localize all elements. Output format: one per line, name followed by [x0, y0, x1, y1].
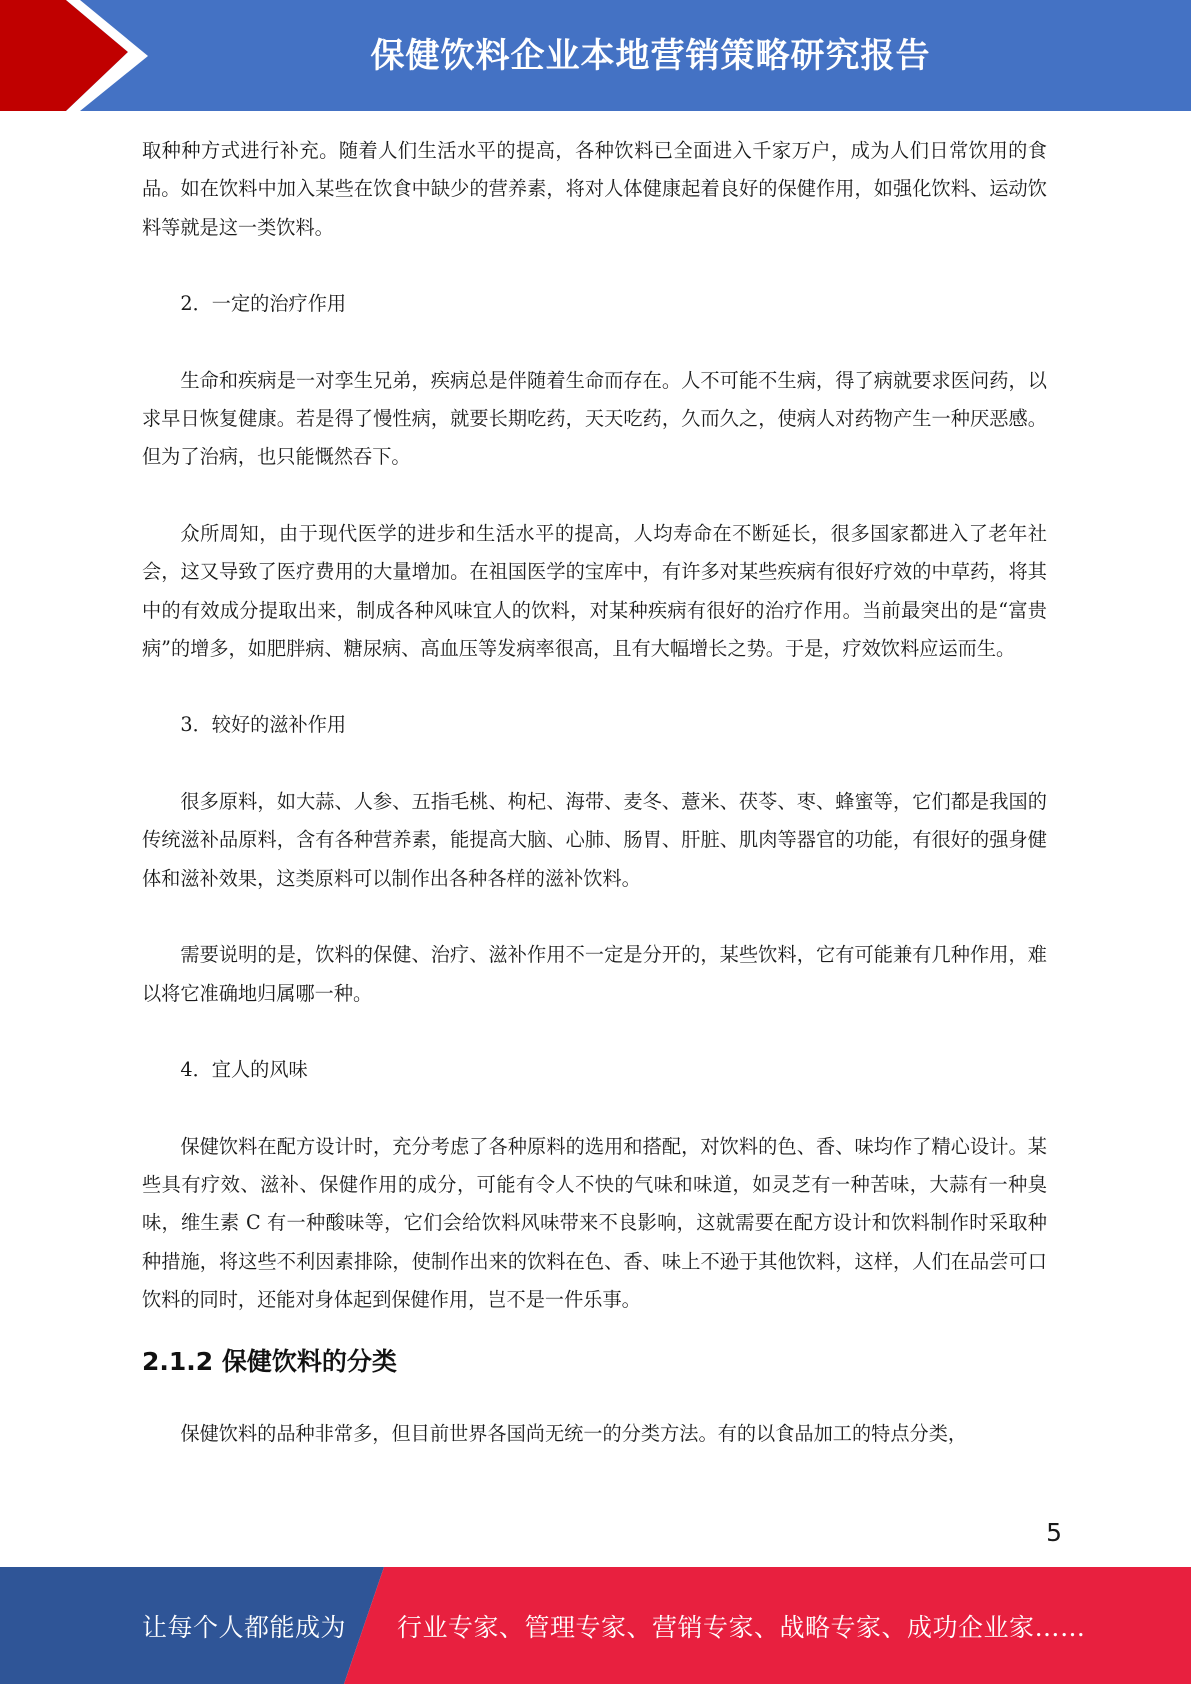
page-number: 5	[1046, 1518, 1062, 1547]
page-content	[142, 132, 1047, 1454]
subheading-therapeutic: 2．一定的治疗作用	[180, 292, 347, 316]
page-header	[0, 0, 1191, 111]
paragraph-medical: 众所周知，由于现代医学的进步和生活水平的提高，人均寿命在不断延长，很多国家都进入了老年社会，这又导致了医疗费用的大量增加。在祖国医学的宝库中，有许多对某些疾病有很好疗效的中草药，将其中的有效成分提取出来，制成各种风味宜人的饮料，对某种疾病有很好的治疗作用。当前最突出的是“富贵病”的增多，如肥胖病、糖尿病、高血压等发病率很高，且有大幅增长之势。于是，疗效饮料应运而生。	[142, 521, 1047, 660]
subheading-flavor: 4．宜人的风味	[180, 1058, 308, 1082]
paragraph-disease: 生命和疾病是一对孪生兄弟，疾病总是伴随着生命而存在。人不可能不生病，得了病就要求医问药，以求早日恢复健康。若是得了慢性病，就要长期吃药，天天吃药，久而久之，使病人对药物产生一种厌恶感。但为了治病，也只能慨然吞下。	[142, 368, 1047, 469]
paragraph-tonic: 很多原料，如大蒜、人参、五指毛桃、枸杞、海带、麦冬、薏米、茯苓、枣、蜂蜜等，它们都是我国的传统滋补品原料，含有各种营养素，能提高大脑、心肺、肠胃、肝脏、肌肉等器官的功能，有很好的强身健体和滋补效果，这类原料可以制作出各种各样的滋补饮料。	[142, 790, 1047, 890]
paragraph-intro-continued: 取种种方式进行补充。随着人们生活水平的提高，各种饮料已全面进入千家万户，成为人们日常饮用的食品。如在饮料中加入某些在饮食中缺少的营养素，将对人体健康起着良好的保健作用，如强化饮料、运动饮料等就是这一类饮料。	[142, 139, 1047, 239]
footer-slogan-right: 行业专家、管理专家、营销专家、战略专家、成功企业家……	[397, 1612, 1086, 1642]
paragraph-classify: 保健饮料的品种非常多，但目前世界各国尚无统一的分类方法。有的以食品加工的特点分类，	[180, 1422, 968, 1446]
page-footer	[0, 1567, 1191, 1684]
paragraph-note: 需要说明的是，饮料的保健、治疗、滋补作用不一定是分开的，某些饮料，它有可能兼有几种作用，难以将它准确地归属哪一种。	[142, 943, 1047, 1005]
footer-slogan-left: 让每个人都能成为	[142, 1612, 347, 1642]
document-title: 保健饮料企业本地营销策略研究报告	[370, 35, 931, 76]
subheading-tonic: 3．较好的滋补作用	[180, 713, 347, 737]
header-chevron-decoration	[0, 0, 160, 111]
section-heading-classification: 2.1.2 保健饮料的分类	[142, 1347, 397, 1377]
paragraph-flavor: 保健饮料在配方设计时，充分考虑了各种原料的选用和搭配，对饮料的色、香、味均作了精心设计。某些具有疗效、滋补、保健作用的成分，可能有令人不快的气味和味道，如灵芝有一种苦味，大蒜有一种臭味，维生素 C 有一种酸味等，它们会给饮料风味带来不良影响，这就需要在配方设计和饮料制作时采取种种措施，将这些不利因素排除，使制作出来的饮料在色、香、味上不逊于其他饮料，这样，人们在品尝可口饮料的同时，还能对身体起到保健作用，岂不是一件乐事。	[142, 1134, 1047, 1311]
